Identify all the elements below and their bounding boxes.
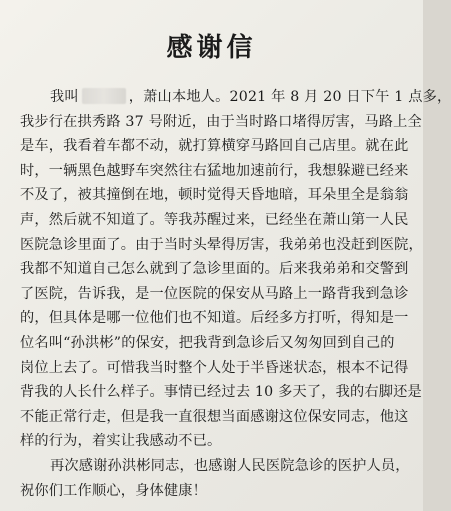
- letter-line-2: 我步行在拱秀路 37 号附近，由于当时路口堵得厉害，马路上全: [20, 113, 422, 130]
- letter-line-1-start: 我叫: [50, 89, 79, 105]
- letter-line-6: 声，然后就不知道了。等我苏醒过来，已经坐在萧山第一人民: [20, 211, 409, 228]
- letter-line-1-end: ，萧山本地人。2021 年 8 月 20 日下午 1 点多，: [128, 89, 451, 105]
- letter-line-12: 岗位上去了。可惜我当时整个人处于半昏迷状态，根本不记得: [20, 359, 409, 376]
- letter-line-16: 再次感谢孙洪彬同志，也感谢人民医院急诊的医护人员，: [50, 457, 410, 474]
- letter-line-7: 医院急诊里面了。由于当时头晕得厉害，我弟弟也没赶到医院，: [20, 236, 423, 253]
- redacted-name: [82, 88, 126, 104]
- letter-line-17: 祝你们工作顺心，身体健康！: [20, 482, 208, 499]
- letter-line-11: 位名叫“孙洪彬”的保安，把我背到急诊后又匆匆回到自己的: [20, 334, 395, 351]
- letter-line-8: 我都不知道自己怎么就到了急诊里面的。后来我弟弟和交警到: [20, 261, 409, 278]
- letter-line-13: 背我的人长什么样子。事情已经过去 10 多天了，我的右脚还是: [20, 384, 422, 401]
- letter-line-15: 样的行为，着实让我感动不已。: [20, 433, 222, 450]
- letter-line-4: 时，一辆黑色越野车突然往右猛地加速前行，我想躲避已经来: [20, 162, 409, 179]
- letter-line-5: 不及了，被其撞倒在地，顿时觉得天昏地暗，耳朵里全是翁翁: [20, 187, 409, 204]
- letter-body: [20, 85, 451, 503]
- letter-line-10: 的，但具体是哪一位他们也不知道。后经多方打听，得知是一: [20, 310, 409, 327]
- letter-title: 感谢信: [166, 33, 257, 63]
- letter-line-9: 了医院，告诉我，是一位医院的保安从马路上一路背我到急诊: [20, 285, 409, 302]
- letter-line-3: 是车，我看着车都不动，就打算横穿马路回自己店里。就在此: [20, 138, 409, 155]
- letter-line-14: 不能正常行走，但是我一直很想当面感谢这位保安同志，他这: [20, 408, 409, 425]
- letter-line-1: [20, 85, 451, 110]
